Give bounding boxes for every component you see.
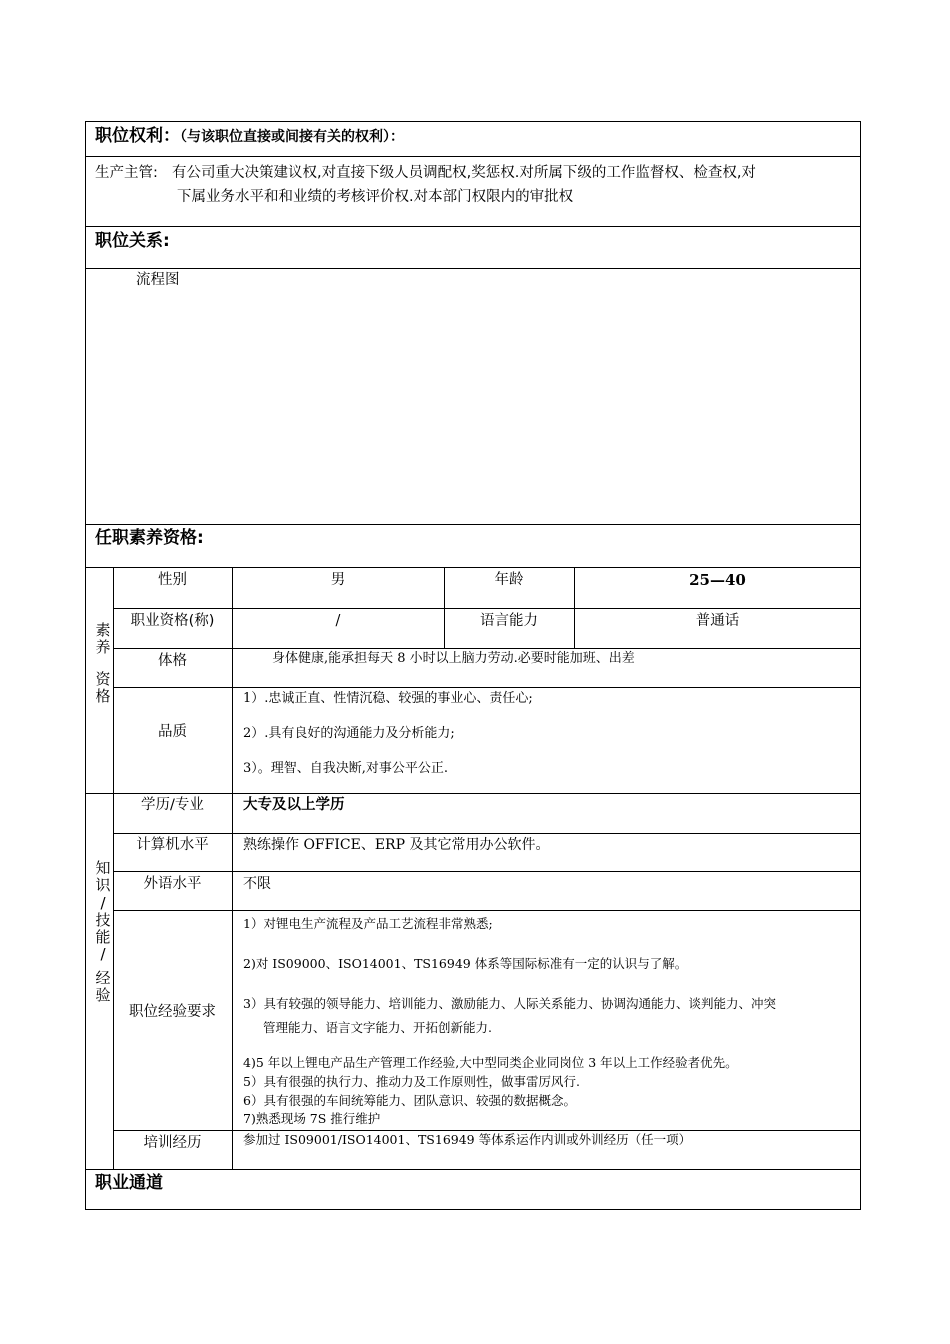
- education-label: 学历/专业: [141, 797, 204, 813]
- rights-heading-note: （与该职位直接或间接有关的权利）：: [180, 129, 404, 145]
- group-label-char: 养: [95, 638, 111, 657]
- row-divider: [85, 226, 861, 227]
- rights-role: 生产主管:: [95, 165, 158, 181]
- character-item: 3）。理智、自我决断,对事公平公正.: [243, 761, 449, 776]
- group-label-char: 知: [95, 859, 111, 877]
- row-divider: [85, 268, 861, 269]
- rights-heading: [95, 128, 404, 145]
- experience-item: 3）具有较强的领导能力、培训能力、激励能力、人际关系能力、协调沟通能力、谈判能力、冲突: [243, 996, 776, 1011]
- character-label: 品质: [158, 724, 187, 740]
- row-divider: [85, 793, 861, 794]
- physique-label: 体格: [158, 653, 187, 669]
- group-label-char: 技: [95, 910, 111, 929]
- rights-line-1: 有公司重大决策建议权,对直接下级人员调配权,奖惩权.对所属下级的工作监督权、检查权,对: [172, 165, 756, 181]
- certification-label: 职业资格(称): [130, 613, 215, 629]
- physique-value: 身体健康,能承担每天 8 小时以上脑力劳动.必要时能加班、出差: [272, 651, 635, 666]
- row-divider: [113, 687, 861, 688]
- row-divider: [85, 567, 861, 568]
- age-value: 25—40: [689, 571, 746, 589]
- row-divider: [85, 156, 861, 157]
- relations-heading: 职位关系:: [95, 231, 170, 251]
- group-label-char: /: [100, 893, 106, 912]
- training-value: 参加过 IS09001/ISO14001、TS16949 等体系运作内训或外训经历（任一项）: [243, 1132, 692, 1147]
- group-label-char: 验: [95, 985, 111, 1004]
- rights-line-2: 下属业务水平和和业绩的考核评价权.对本部门权限内的审批权: [177, 189, 574, 205]
- column-divider: [232, 567, 233, 1169]
- experience-item: 4)5 年以上锂电产品生产管理工作经验,大中型同类企业同岗位 3 年以上工作经验者优先。: [243, 1055, 738, 1070]
- row-divider: [113, 833, 861, 834]
- certification-value: /: [335, 613, 341, 629]
- group-label-char: 经: [95, 968, 111, 987]
- row-divider: [85, 1169, 861, 1170]
- character-item: 2）.具有良好的沟通能力及分析能力;: [243, 726, 455, 741]
- experience-item: 7)熟悉现场 7S 推行维护: [243, 1111, 381, 1126]
- group-label-quality: [93, 622, 113, 705]
- experience-item: 6）具有很强的车间统筹能力、团队意识、较强的数据概念。: [243, 1093, 576, 1108]
- gender-value: 男: [330, 572, 346, 588]
- age-label: 年龄: [494, 572, 524, 588]
- group-label-char: 素: [95, 621, 111, 639]
- row-divider: [113, 910, 861, 911]
- group-label-char: 格: [95, 686, 111, 705]
- group-label-char: 能: [95, 928, 111, 946]
- group-label-knowledge: [93, 860, 113, 1004]
- row-divider: [113, 871, 861, 872]
- computer-value: 熟练操作 OFFICE、ERP 及其它常用办公软件。: [243, 837, 550, 853]
- group-label-char: /: [100, 945, 106, 964]
- experience-item: 1）对锂电生产流程及产品工艺流程非常熟悉;: [243, 916, 493, 931]
- experience-item: 5）具有很强的执行力、推动力及工作原则性，做事雷厉风行.: [243, 1074, 580, 1089]
- row-divider: [113, 648, 861, 649]
- foreign-language-value: 不限: [243, 876, 271, 892]
- rights-heading-title: 职位权利：: [95, 126, 180, 146]
- computer-label: 计算机水平: [136, 837, 209, 853]
- flowchart-label: 流程图: [136, 272, 180, 288]
- row-divider: [85, 524, 861, 525]
- language-value: 普通话: [695, 613, 740, 629]
- qualifications-heading: 任职素养资格:: [95, 528, 204, 548]
- experience-item: 管理能力、语言文字能力、开拓创新能力.: [263, 1020, 492, 1035]
- experience-label: 职位经验要求: [129, 1004, 216, 1020]
- career-path-heading: 职业通道: [95, 1173, 163, 1193]
- gender-label: 性别: [158, 572, 187, 588]
- training-label: 培训经历: [143, 1135, 202, 1151]
- character-item: 1）.忠诚正直、性情沉稳、较强的事业心、责任心;: [243, 691, 533, 706]
- experience-item: 2)对 IS09000、ISO14001、TS16949 体系等国际标准有一定的认识与了解。: [243, 956, 688, 971]
- group-label-char: 识: [95, 876, 111, 895]
- row-divider: [113, 1130, 861, 1131]
- row-divider: [113, 608, 861, 609]
- language-label: 语言能力: [480, 613, 538, 629]
- education-value: 大专及以上学历: [243, 797, 345, 813]
- foreign-language-label: 外语水平: [143, 876, 202, 892]
- group-label-char: 资: [95, 669, 111, 688]
